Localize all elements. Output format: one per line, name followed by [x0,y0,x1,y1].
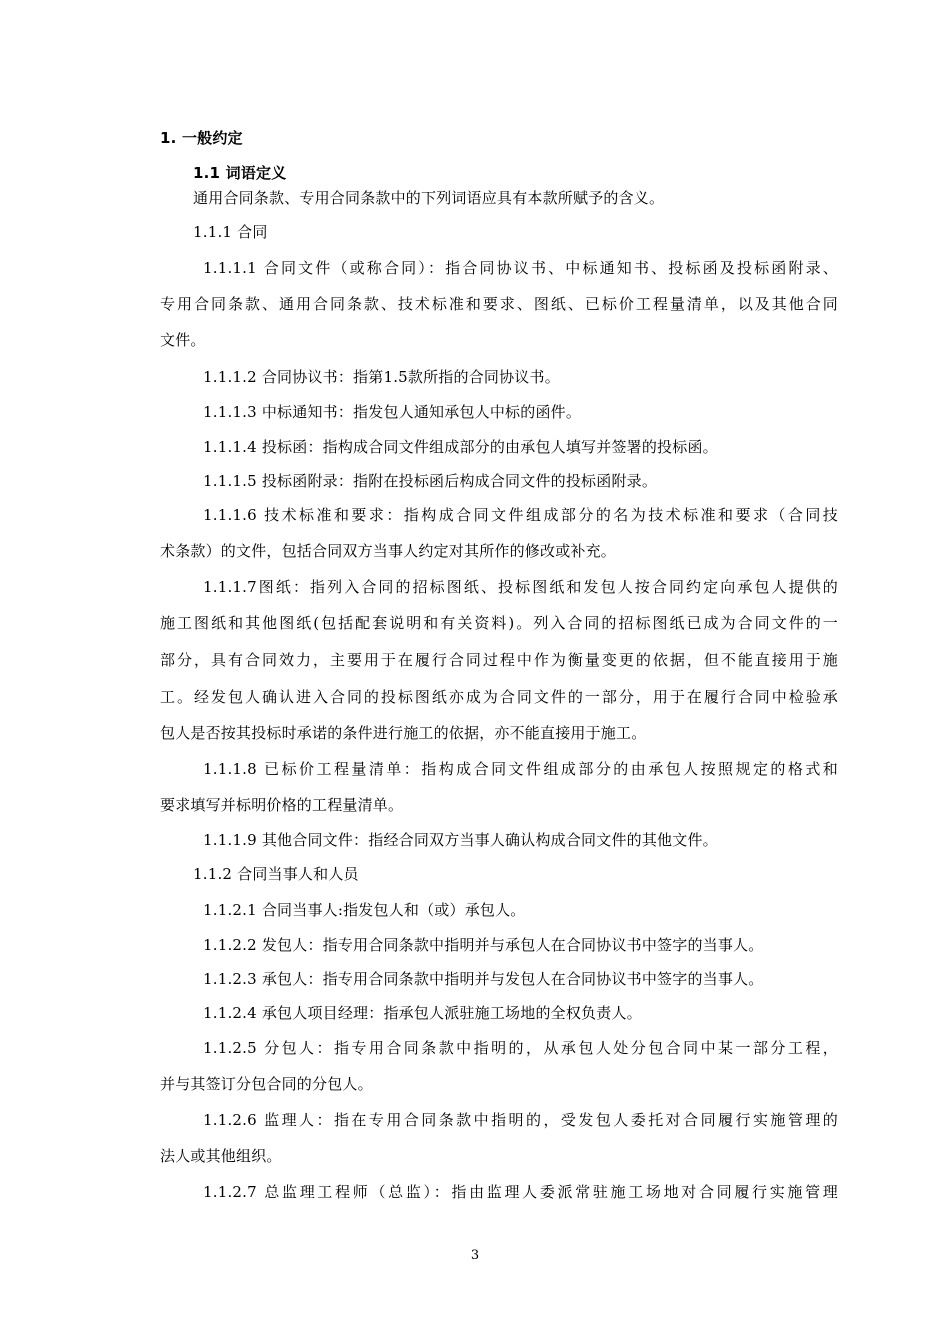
paragraph-line: 1.1.2.4 承包人项目经理：指承包人派驻施工场地的全权负责人。 [203,1004,642,1022]
subsection-heading: 1.1 词语定义 [193,164,287,182]
paragraph-line: 1.1.2.3 承包人：指专用合同条款中指明并与发包人在合同协议书中签字的当事人。 [203,970,764,988]
page-number: 3 [470,1248,480,1263]
paragraph-line: 专用合同条款、通用合同条款、技术标准和要求、图纸、已标价工程量清单，以及其他合同 [160,295,838,313]
paragraph-line: 1.1.1.4 投标函：指构成合同文件组成部分的由承包人填写并签署的投标函。 [203,438,718,456]
paragraph-line: 要求填写并标明价格的工程量清单。 [160,796,404,814]
clause-heading: 1.1.1 合同 [193,223,268,241]
paragraph-line: 法人或其他组织。 [160,1147,282,1165]
paragraph-line: 1.1.2.2 发包人：指专用合同条款中指明并与承包人在合同协议书中签字的当事人。 [203,936,764,954]
paragraph-line: 文件。 [160,331,206,349]
paragraph-line: 1.1.1.6 技术标准和要求：指构成合同文件组成部分的名为技术标准和要求（合同技 [203,506,838,524]
paragraph-line: 术条款）的文件，包括合同双方当事人约定对其所作的修改或补充。 [160,542,617,560]
paragraph-line: 1.1.1.5 投标函附录：指附在投标函后构成合同文件的投标函附录。 [203,472,658,490]
paragraph-line: 1.1.1.1 合同文件（或称合同）：指合同协议书、中标通知书、投标函及投标函附录、 [203,259,838,277]
paragraph-line: 并与其签订分包合同的分包人。 [160,1075,373,1093]
paragraph-line: 1.1.1.2 合同协议书：指第1.5款所指的合同协议书。 [203,368,560,386]
paragraph-line: 1.1.1.8 已标价工程量清单：指构成合同文件组成部分的由承包人按照规定的格式和 [203,760,838,778]
paragraph-line: 包人是否按其投标时承诺的条件进行施工的依据，亦不能直接用于施工。 [160,724,647,742]
paragraph-line: 1.1.1.9 其他合同文件：指经合同双方当事人确认构成合同文件的其他文件。 [203,831,718,849]
paragraph-line: 1.1.2.1 合同当事人:指发包人和（或）承包人。 [203,901,526,919]
paragraph-line: 1.1.1.7图纸：指列入合同的招标图纸、投标图纸和发包人按合同约定向承包人提供的 [203,578,838,596]
paragraph-line: 1.1.2.5 分包人：指专用合同条款中指明的，从承包人处分包合同中某一部分工程， [203,1039,838,1057]
paragraph-line: 通用合同条款、专用合同条款中的下列词语应具有本款所赋予的含义。 [193,189,665,207]
paragraph-line: 1.1.2.6 监理人：指在专用合同条款中指明的，受发包人委托对合同履行实施管理的 [203,1111,838,1129]
section-heading: 1. 一般约定 [160,129,243,147]
paragraph-line: 施工图纸和其他图纸(包括配套说明和有关资料)。列入合同的招标图纸已成为合同文件的一 [160,614,838,632]
paragraph-line: 工。经发包人确认进入合同的投标图纸亦成为合同文件的一部分，用于在履行合同中检验承 [160,688,838,706]
clause-heading: 1.1.2 合同当事人和人员 [193,865,359,883]
paragraph-line: 部分，具有合同效力，主要用于在履行合同过程中作为衡量变更的依据，但不能直接用于施 [160,651,838,669]
paragraph-line: 1.1.2.7 总监理工程师（总监）：指由监理人委派常驻施工场地对合同履行实施管理 [203,1183,838,1201]
paragraph-line: 1.1.1.3 中标通知书：指发包人通知承包人中标的函件。 [203,403,582,421]
